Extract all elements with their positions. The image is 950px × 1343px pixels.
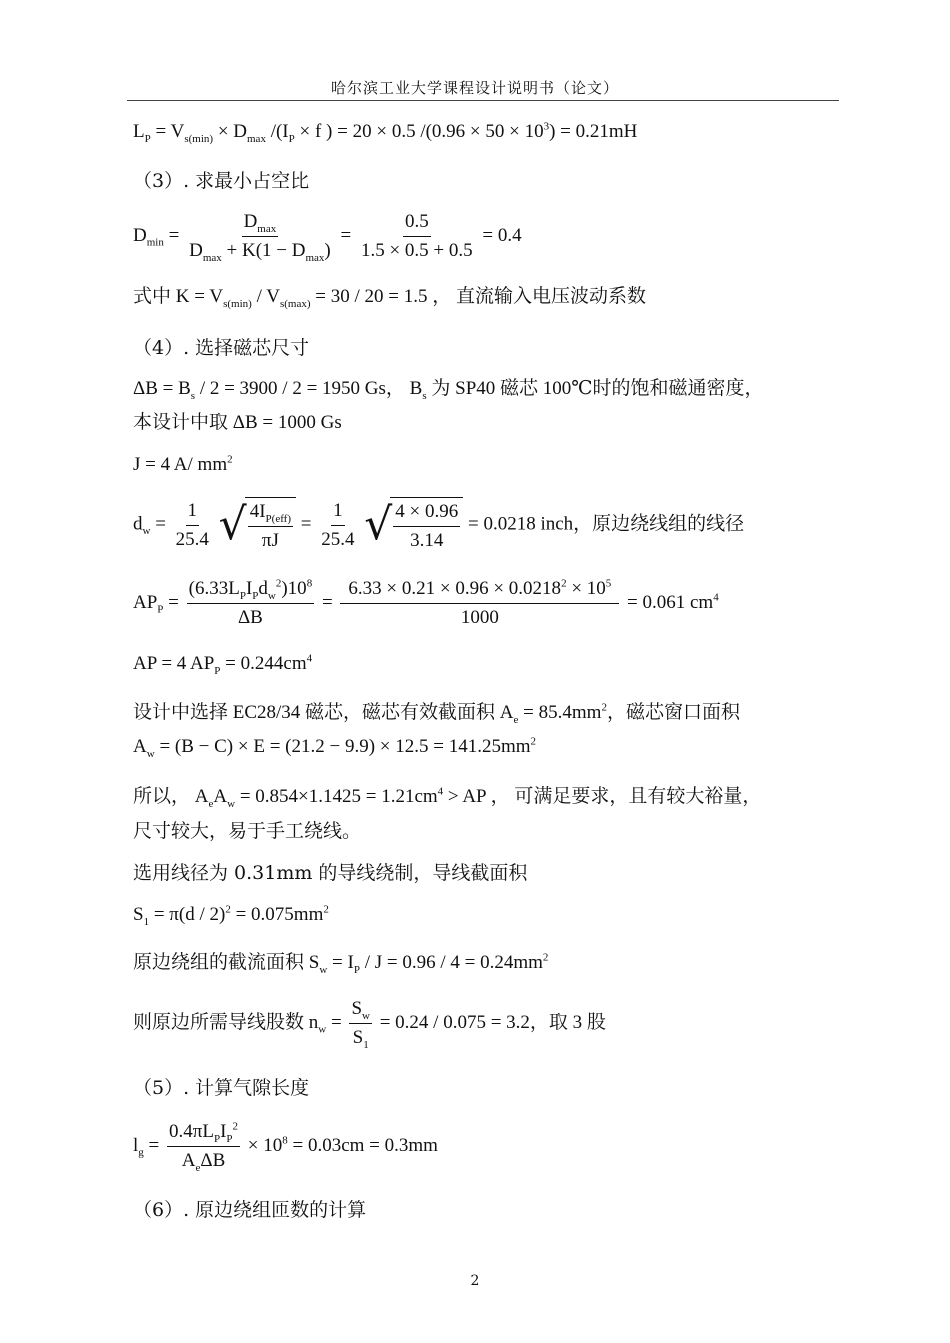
ap-formula: AP = 4 $AP_P = 0.244cm^4$ [133,652,313,677]
current-density: J = 4 A/ $mm^2$ [133,453,233,475]
delta-b-line: $\Delta B = B_s / 2 = 3900 / 2 = 1950$ Gs， $B_s$ 为 SP40 磁芯 100℃时的饱和磁通密度， [133,378,764,402]
s1-formula: $S_1 = \pi(d / 2)^2 = 0.075mm^2$ [133,903,329,928]
check-line: 所以， $A_eA_w = 0.854\times 1.1425 = 1.21cm^4$ > AP ， 可满足要求，且有较大裕量， [133,785,762,810]
section-6-heading: （6）. 原边绕组匝数的计算 [133,1199,367,1221]
lg-formula: $l_g$ = $\frac{0.4\pi L_PI_P^2}{A_e\Delta B}$ × $10^8 = 0.03cm = 0.3mm$ [133,1120,438,1174]
dmin-formula: $D_{min}$ = $\frac{D_{max}}{D_{max} + K(1 - D_{max})}$ = $\frac{0.5}{1.5 \times 0.5 + 0.5}$ = 0.4 [133,211,522,264]
header-rule [127,100,839,101]
dw-formula: $d_w$ = $\frac{1}{25.4}$ √ $\frac{4I_{P(eff)}}{\pi J}$ = $\frac{1}{25.4}$ √ $\frac{4 \times 0.96}{3.14}$ = 0.0218 inch，原边绕线组的线径 [133,499,745,551]
lp-formula: $L_P = V_{s(min)} \times D_{max}$ $/(I_P \times f$ ) = 20 × 0.5 $/(0.96 \times 50 \times 10^3) = 0.21mH$ [133,120,638,145]
nw-formula: 则原边所需导线股数 $n_w$ = $\frac{S_w}{S_1}$ = 0.24 / 0.075 = 3.2，取 3 股 [133,998,606,1051]
section-5-heading: （5）. 计算气隙长度 [133,1077,310,1099]
sw-formula: 原边绕组的截流面积 $S_w = I_P / J = 0.96 / 4 = 0.24mm^2$ [133,951,549,976]
section-3-heading: （3）. 求最小占空比 [133,170,310,192]
core-select-line: 设计中选择 EC28/34 磁芯，磁芯有效截面积 $A_e = 85.4mm^2$，磁芯窗口面积 [133,701,740,726]
check-line-2: 尺寸较大，易于手工绕线。 [133,820,362,842]
window-area-line: $A_w = (B - C) \times E = (21.2 - 9.9) \times 12.5 = 141.25mm^2$ [133,735,537,760]
page-header: 哈尔滨工业大学课程设计说明书（论文） [330,79,619,97]
wire-select-line: 选用线径为 0.31mm 的导线绕制，导线截面积 [133,862,528,884]
app-formula: $AP_P$ = $\frac{(6.33L_PI_Pd_w^2)10^8}{\Delta B}$ = $\frac{6.33 \times 0.21 \times 0.96 \times 0.0218^2 \times 10^5}{1000}$ = 0.061 $cm^4$ [133,577,719,628]
section-4-heading: （4）. 选择磁芯尺寸 [133,337,310,359]
page-number: 2 [470,1273,480,1289]
k-line: 式中 $K = V_{s(min)} / V_{s(max)} = 30 / 20 = 1.5$ ， 直流输入电压波动系数 [133,286,646,310]
delta-b-choice: 本设计中取 ΔB = 1000 Gs [133,412,342,433]
